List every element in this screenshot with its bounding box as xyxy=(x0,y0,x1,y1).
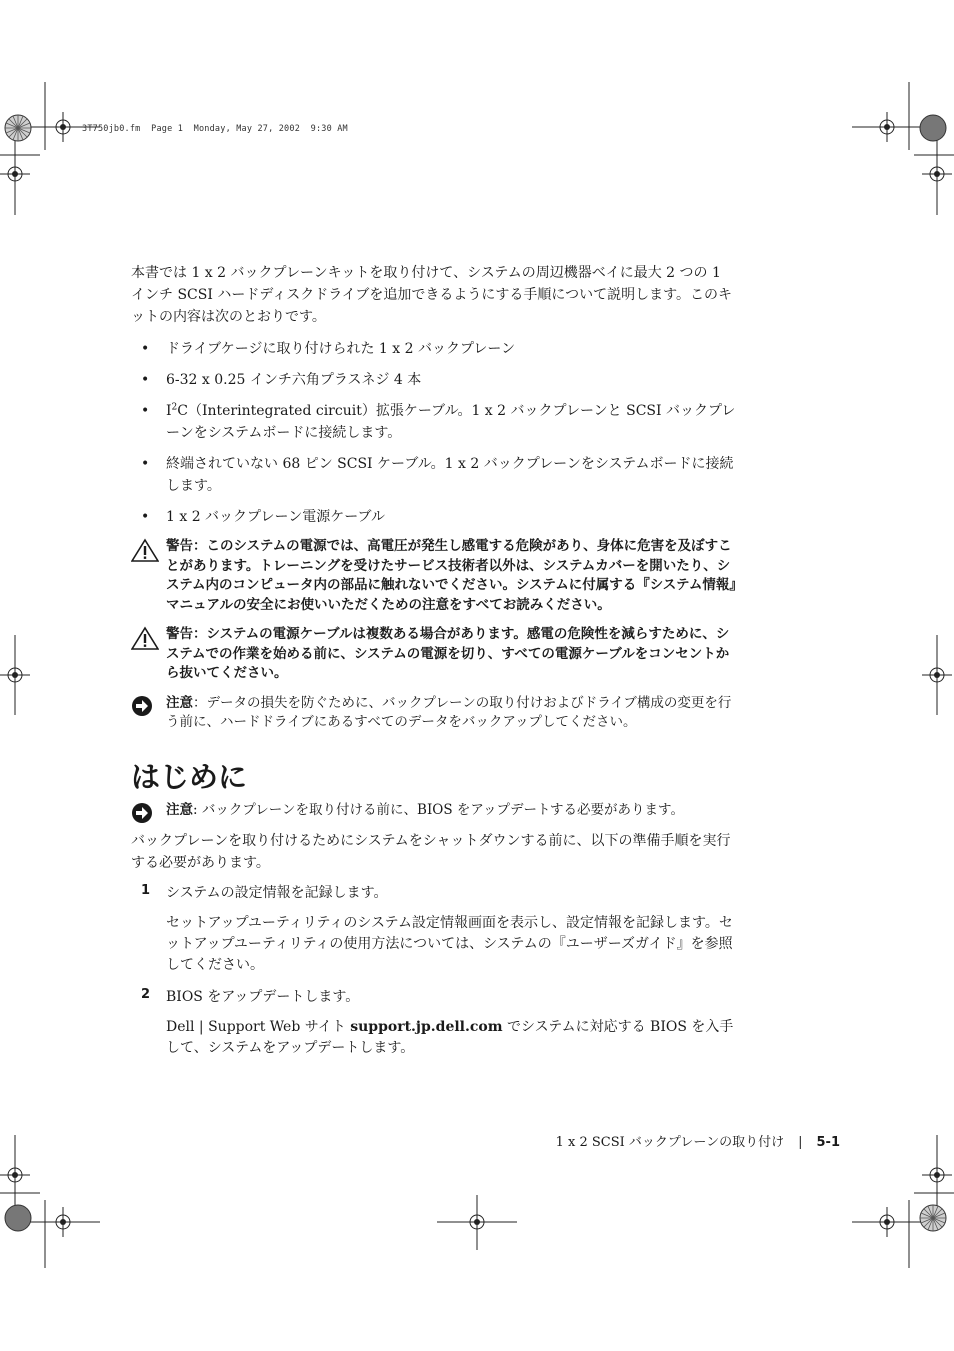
caution-notice: 注意: バックプレーンを取り付ける前に、BIOS をアップデートする必要があります。 xyxy=(131,801,737,821)
prep-intro-paragraph: バックプレーンを取り付けるためにシステムをシャットダウンする前に、以下の準備手順を実行する必要があります。 xyxy=(131,833,731,871)
list-item xyxy=(131,986,737,1059)
file-info-header: 3T750jb0.fm Page 1 Monday, May 27, 2002 9:30 AM xyxy=(82,124,348,134)
list-item: • ドライブケージに取り付けられた 1 x 2 バックプレーン xyxy=(141,341,516,357)
prep-steps-list xyxy=(131,882,737,1059)
page-content xyxy=(131,262,737,1067)
warning-notice: 警告：システムの電源ケーブルは複数ある場合があります。感電の危険性を減らすために、システムでの作業を始める前に、システムの電源を切り、すべての電源ケーブルをコンセントから抜いてください。 xyxy=(131,625,737,684)
footer-title: 1 x 2 SCSI バックプレーンの取り付け xyxy=(555,1135,785,1150)
warning-triangle-icon xyxy=(131,538,159,562)
color-bar-circle-icon xyxy=(919,1204,947,1232)
kit-contents-list xyxy=(131,338,737,528)
list-item: • $I^2C(Interintegrated$ circuit）拡張ケーブル。1 x 2 バックプレーンと SCSI バックプレーンをシステムボードに接続します。 xyxy=(141,402,736,441)
step-number: 1 xyxy=(141,883,151,898)
caution-arrow-icon xyxy=(131,802,153,824)
step-title: システムの設定情報を記録します。 xyxy=(166,885,388,901)
step-description: Dell | Support Web サイト support.jp.dell.com でシステムに対応する BIOS を入手して、システムをアップデートします。 xyxy=(166,1019,734,1056)
caution-notice: 注意：データの損失を防ぐために、バックプレーンの取り付けおよびドライブ構成の変更を行う前に、ハードドライブにあるすべてのデータをバックアップしてください。 xyxy=(131,694,737,733)
color-bar-circle-icon xyxy=(4,1204,32,1232)
list-item: • 終端されていない 68 ピン SCSI ケーブル。1 x 2 バックプレーンをシステムボードに接続します。 xyxy=(141,456,734,494)
caution-arrow-icon xyxy=(131,695,153,717)
step-description: セットアップユーティリティのシステム設定情報画面を表示し、設定情報を記録します。セットアップユーティリティの使用方法については、システムの『ユーザーズガイド』を参照してください。 xyxy=(166,915,733,973)
warning-notice: 警告：このシステムの電源では、高電圧が発生し感電する危険があり、身体に危害を及ぼすことがあります。トレーニングを受けたサービス技術者以外は、システムカバーを開いたり、システム内のコンピュータ内の部品に触れないでください。システムに付属する『システム情報』マニュアルの安全にお使いいただくための注意をすべてお読みください。 xyxy=(131,537,737,615)
section-heading: はじめに xyxy=(131,759,248,794)
warning-triangle-icon xyxy=(131,626,159,650)
color-bar-circle-icon xyxy=(919,114,947,142)
list-item: • 6-32 x 0.25 インチ六角プラスネジ 4 本 xyxy=(141,372,422,388)
support-url-link[interactable]: support.jp.dell.com xyxy=(350,1019,503,1035)
step-number: 2 xyxy=(141,987,151,1002)
list-item xyxy=(131,882,737,976)
intro-paragraph: 本書では 1 x 2 バックプレーンキットを取り付けて、システムの周辺機器ベイに最大 2 つの 1 インチ SCSI ハードディスクドライブを追加できるようにする手順について説明します。このキットの内容は次のとおりです。 xyxy=(131,265,732,325)
page-footer xyxy=(556,1131,840,1150)
step-title: BIOS をアップデートします。 xyxy=(166,989,360,1005)
list-item: • 1 x 2 バックプレーン電源ケーブル xyxy=(141,509,385,525)
color-bar-circle-icon xyxy=(4,114,32,142)
footer-separator: | xyxy=(798,1135,803,1150)
page-number: 5-1 xyxy=(816,1135,840,1150)
